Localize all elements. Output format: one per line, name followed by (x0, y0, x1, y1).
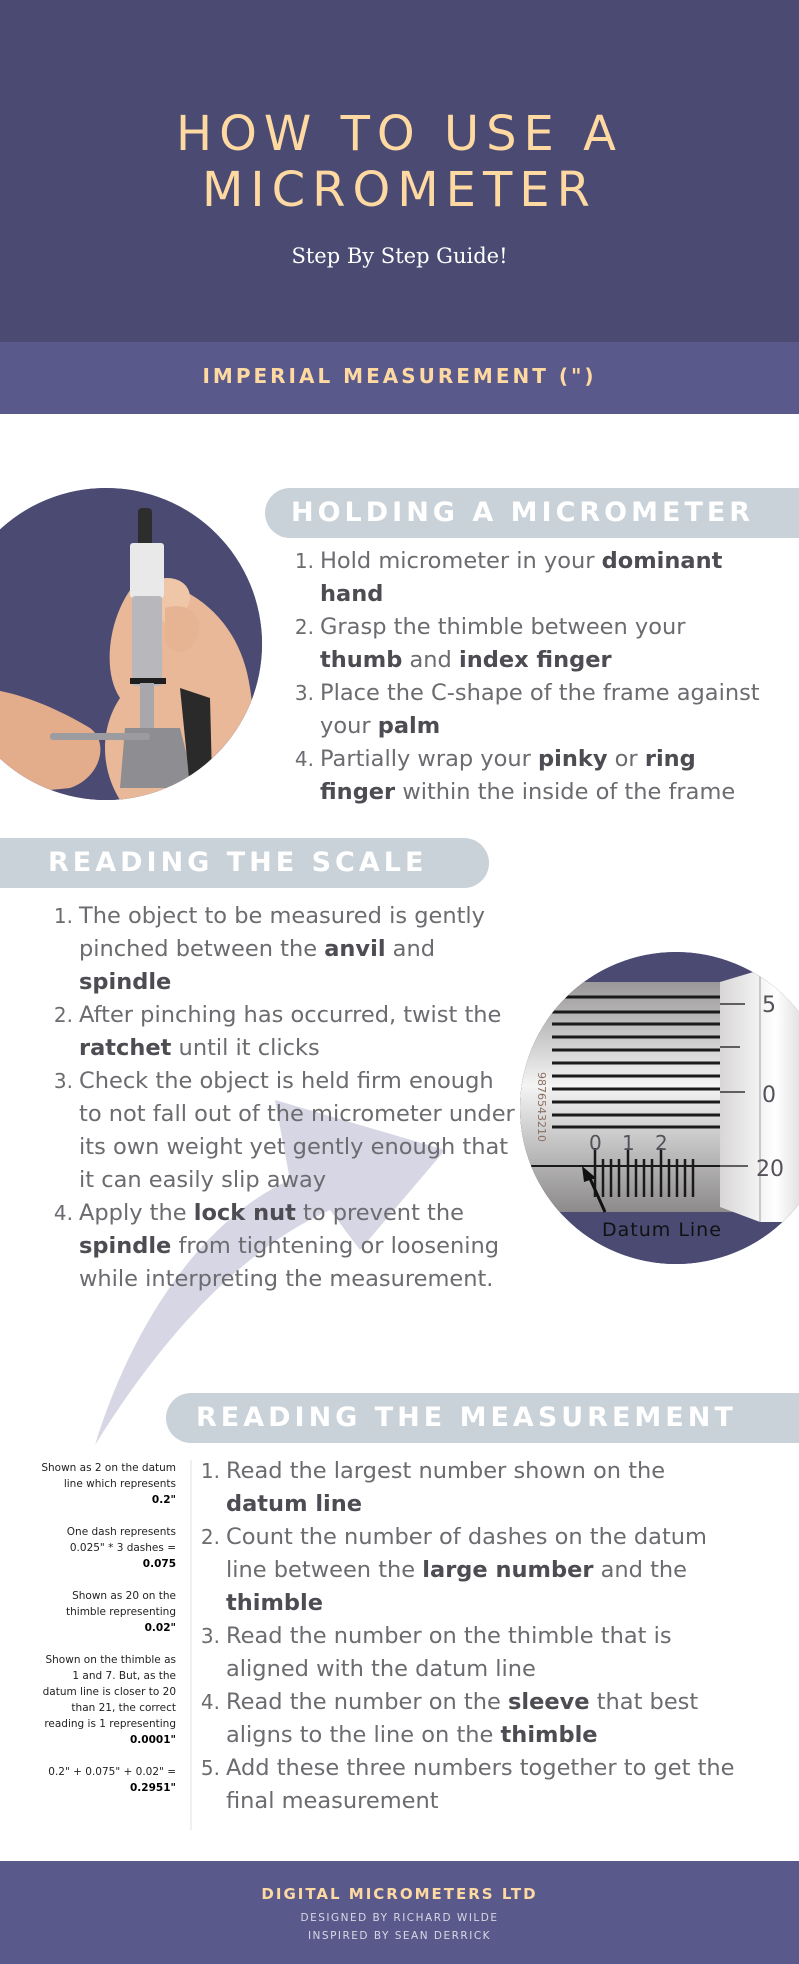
measurement-notes (40, 1460, 176, 1812)
micrometer-hand-illustration (0, 488, 262, 800)
step-number: 5. (200, 1756, 220, 1780)
list-item: 3. Place the C-shape of the frame against your palm (286, 677, 766, 743)
note-item: 0.2" + 0.075" + 0.02" = 0.2951" (48, 1766, 176, 1794)
note-item: Shown as 20 on the thimble representing 0.02" (66, 1590, 176, 1634)
step-number: 3. (294, 681, 314, 705)
list-item: 4. Partially wrap your pinky or ring finger within the inside of the frame (286, 743, 766, 809)
sleeve-scale-numbers: 9876543210 (535, 1072, 548, 1142)
step-number: 1. (200, 1459, 220, 1483)
footer-company: DIGITAL MICROMETERS LTD (261, 1885, 538, 1903)
measurement-heading-text: READING THE MEASUREMENT (196, 1402, 737, 1433)
title-line-2: MICROMETER (202, 162, 597, 218)
step-number: 1. (294, 549, 314, 573)
thimble-number-5: 5 (762, 993, 776, 1018)
thimble-number-20: 20 (756, 1157, 784, 1182)
page-subtitle: Step By Step Guide! (291, 244, 508, 268)
step-number: 4. (294, 747, 314, 771)
scale-diagram-image (520, 952, 799, 1264)
title-line-1: HOW TO USE A (176, 106, 623, 162)
scale-steps-list (45, 900, 515, 1296)
step-number: 4. (53, 1201, 73, 1225)
footer-inspired-by: INSPIRED BY SEAN DERRICK (307, 1930, 492, 1942)
step-number: 2. (294, 615, 314, 639)
measurement-system-label: IMPERIAL MEASUREMENT (") (202, 364, 597, 388)
holding-steps-list (286, 545, 766, 809)
list-item: 4. Read the number on the sleeve that best aligns to the line on the thimble (192, 1686, 752, 1752)
step-number: 3. (53, 1069, 73, 1093)
micrometer-scale-diagram (520, 952, 799, 1264)
list-item: 1. Hold micrometer in your dominant hand (286, 545, 766, 611)
note-item: Shown as 2 on the datum line which represents 0.2" (41, 1462, 176, 1506)
note-item: One dash represents 0.025" * 3 dashes = 0.075 (66, 1526, 176, 1570)
datum-number-0: 0 (589, 1131, 602, 1155)
list-item: 3. Check the object is held firm enough to not fall out of the micrometer under its own weight yet gently enough that it can easily slip away (45, 1065, 515, 1197)
datum-number-1: 1 (622, 1131, 635, 1155)
hand-holding-micrometer-image (0, 488, 262, 800)
page-title (0, 106, 799, 218)
section-heading-measurement (166, 1393, 799, 1443)
list-item: 2. Count the number of dashes on the datum line between the large number and the thimble (192, 1521, 752, 1620)
thimble-number-0: 0 (762, 1083, 776, 1108)
step-number: 4. (200, 1690, 220, 1714)
section-heading-scale (0, 838, 489, 888)
list-item: 1. The object to be measured is gently pinched between the anvil and spindle (45, 900, 515, 999)
list-item: 5. Add these three numbers together to get the final measurement (192, 1752, 752, 1818)
measurement-steps-list (192, 1455, 752, 1818)
step-number: 1. (53, 904, 73, 928)
step-number: 2. (53, 1003, 73, 1027)
note-item: Shown on the thimble as 1 and 7. But, as the datum line is closer to 20 than 21, the correct reading is 1 representing 0.0001" (42, 1654, 176, 1746)
list-item: 2. Grasp the thimble between your thumb and index finger (286, 611, 766, 677)
datum-line-label: Datum Line (602, 1219, 722, 1241)
list-item: 3. Read the number on the thimble that is aligned with the datum line (192, 1620, 752, 1686)
step-number: 2. (200, 1525, 220, 1549)
scale-heading-text: READING THE SCALE (48, 847, 428, 878)
step-number: 3. (200, 1624, 220, 1648)
holding-heading-text: HOLDING A MICROMETER (291, 497, 755, 528)
section-heading-holding (265, 488, 799, 538)
list-item: 1. Read the largest number shown on the datum line (192, 1455, 752, 1521)
list-item: 2. After pinching has occurred, twist the ratchet until it clicks (45, 999, 515, 1065)
list-item: 4. Apply the lock nut to prevent the spindle from tightening or loosening while interpreting the measurement. (45, 1197, 515, 1296)
footer-designed-by: DESIGNED BY RICHARD WILDE (300, 1912, 499, 1924)
datum-number-2: 2 (655, 1131, 668, 1155)
